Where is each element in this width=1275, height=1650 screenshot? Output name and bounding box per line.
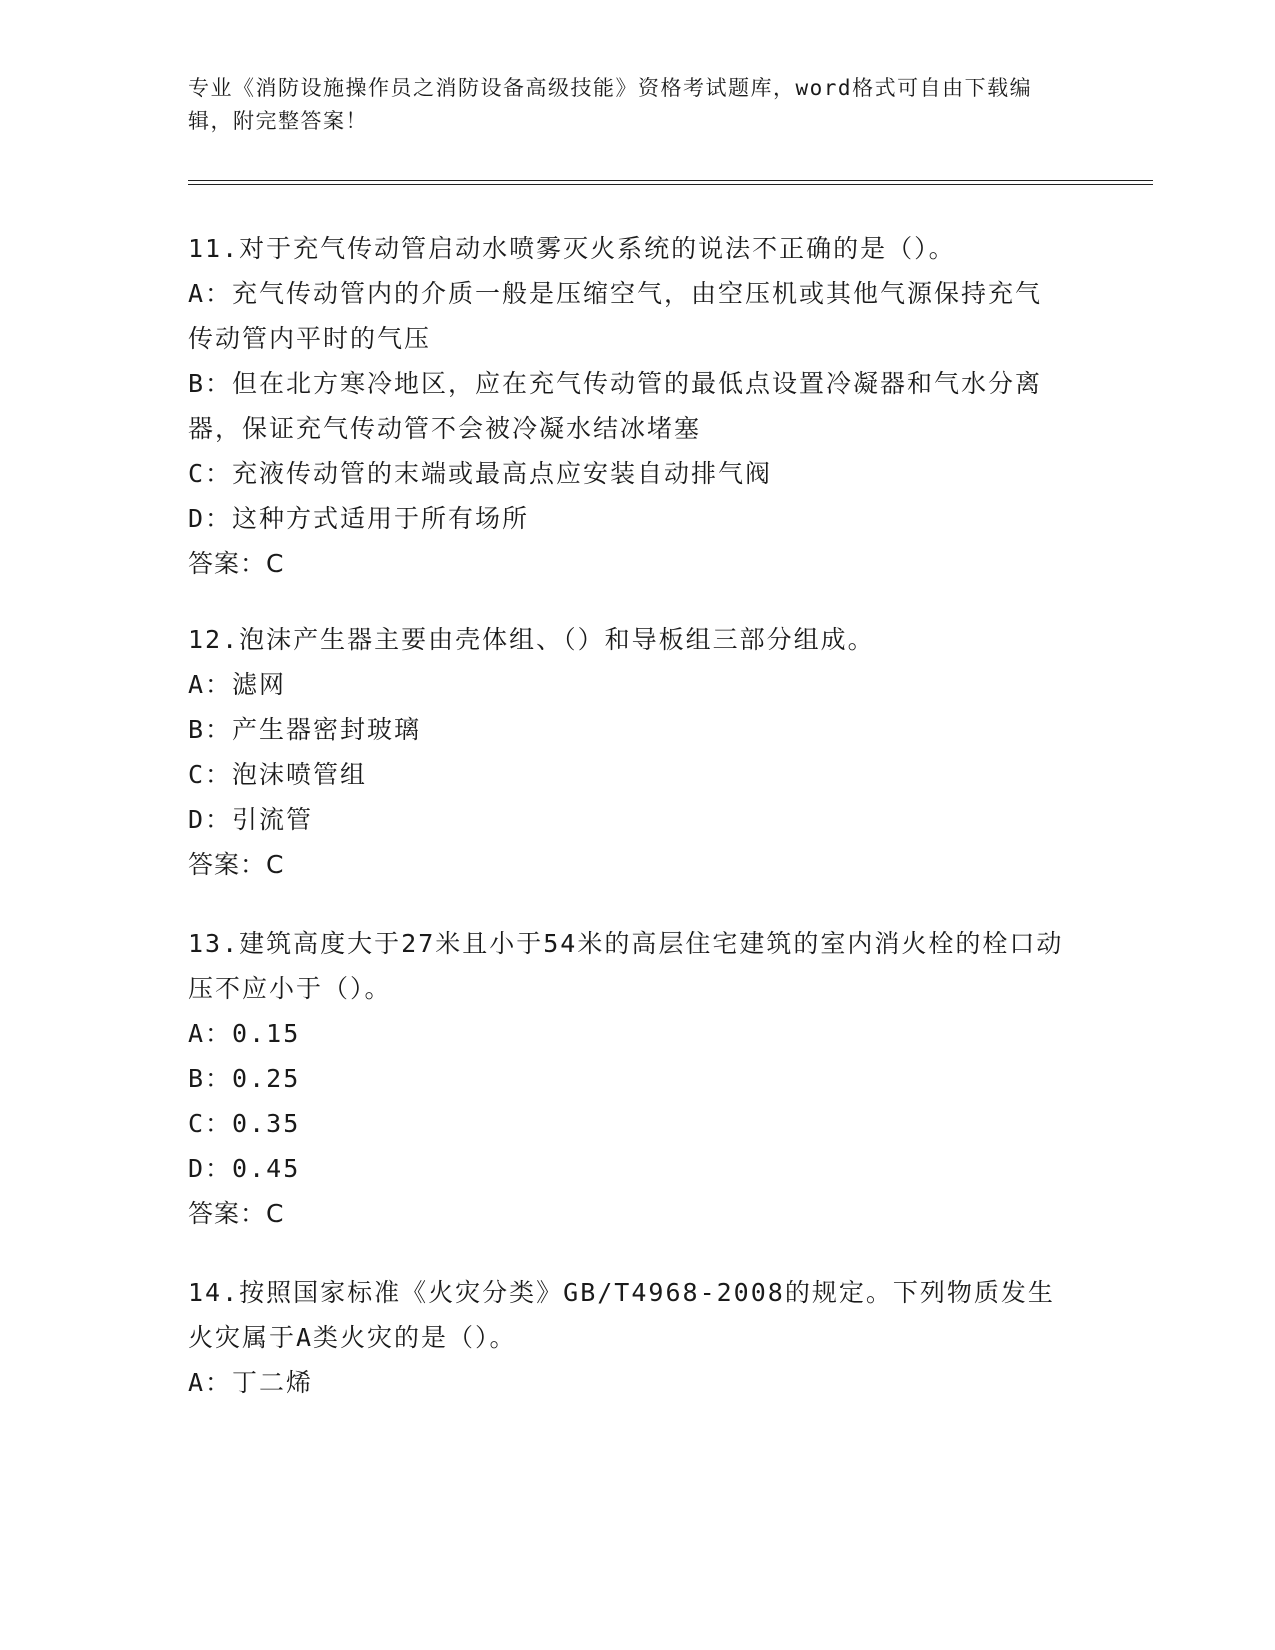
question-14 xyxy=(188,1270,1068,1405)
question-13 xyxy=(188,921,1068,1236)
option-a: A：滤网 xyxy=(188,670,287,699)
question-stem: 11.对于充气传动管启动水喷雾灭火系统的说法不正确的是（）。 xyxy=(188,234,956,263)
question-11 xyxy=(188,226,1068,586)
option-b: B：0.25 xyxy=(188,1064,301,1093)
document-header: 专业《消防设施操作员之消防设备高级技能》资格考试题库，word格式可自由下载编辑，附完整答案！ xyxy=(188,76,1033,133)
option-a: A：充气传动管内的介质一般是压缩空气，由空压机或其他气源保持充气传动管内平时的气压 xyxy=(188,279,1043,353)
option-d: D：0.45 xyxy=(188,1154,301,1183)
option-c: C：泡沫喷管组 xyxy=(188,760,368,789)
question-12 xyxy=(188,617,1068,887)
option-a: A：0.15 xyxy=(188,1019,301,1048)
question-stem: 13.建筑高度大于27米且小于54米的高层住宅建筑的室内消火栓的栓口动压不应小于（）。 xyxy=(188,929,1064,1003)
answer: 答案：C xyxy=(188,1199,285,1228)
option-c: C：0.35 xyxy=(188,1109,301,1138)
answer: 答案：C xyxy=(188,850,285,879)
option-d: D：这种方式适用于所有场所 xyxy=(188,504,530,533)
header-divider xyxy=(188,180,1153,185)
option-d: D：引流管 xyxy=(188,805,314,834)
question-stem: 14.按照国家标准《火灾分类》GB/T4968-2008的规定。下列物质发生火灾属于A类火灾的是（）。 xyxy=(188,1278,1055,1352)
answer: 答案：C xyxy=(188,549,285,578)
option-b: B：产生器密封玻璃 xyxy=(188,715,422,744)
option-c: C：充液传动管的末端或最高点应安装自动排气阀 xyxy=(188,459,773,488)
question-stem: 12.泡沫产生器主要由壳体组、（）和导板组三部分组成。 xyxy=(188,625,875,654)
option-a: A：丁二烯 xyxy=(188,1368,314,1397)
option-b: B：但在北方寒冷地区，应在充气传动管的最低点设置冷凝器和气水分离器，保证充气传动管不会被冷凝水结冰堵塞 xyxy=(188,369,1043,443)
